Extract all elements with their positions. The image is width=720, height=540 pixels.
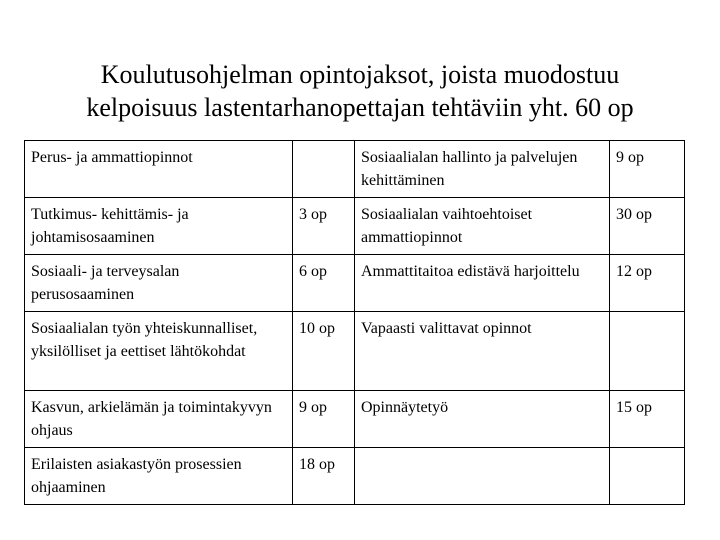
curriculum-table: [24, 140, 685, 505]
course-credits-cell: [293, 141, 355, 198]
course-credits-cell: [610, 448, 685, 505]
course-name-cell: Ammattitaitoa edistävä harjoittelu: [355, 255, 610, 312]
table-row: [25, 391, 685, 448]
course-credits-cell: 9 op: [610, 141, 685, 198]
course-name-cell: Sosiaalialan työn yhteiskunnalliset, yksilölliset ja eettiset lähtökohdat: [25, 312, 293, 391]
course-name-cell: Vapaasti valittavat opinnot: [355, 312, 610, 391]
course-credits-cell: 9 op: [293, 391, 355, 448]
course-credits-cell: 15 op: [610, 391, 685, 448]
table-row: [25, 198, 685, 255]
table-row: [25, 255, 685, 312]
slide-title-line-1: Koulutusohjelman opintojaksot, joista muodostuu: [100, 60, 620, 89]
course-name-cell: [355, 448, 610, 505]
course-credits-cell: 6 op: [293, 255, 355, 312]
course-credits-cell: [610, 312, 685, 391]
course-name-cell: Tutkimus- kehittämis- ja johtamisosaaminen: [25, 198, 293, 255]
slide-title: [40, 58, 680, 124]
course-name-cell: Sosiaalialan vaihtoehtoiset ammattiopinnot: [355, 198, 610, 255]
course-name-cell: Opinnäytetyö: [355, 391, 610, 448]
course-credits-cell: 10 op: [293, 312, 355, 391]
course-credits-cell: 30 op: [610, 198, 685, 255]
table-row: [25, 312, 685, 391]
table-row: [25, 141, 685, 198]
course-name-cell: Perus- ja ammattiopinnot: [25, 141, 293, 198]
course-credits-cell: 3 op: [293, 198, 355, 255]
course-credits-cell: 18 op: [293, 448, 355, 505]
course-name-cell: Kasvun, arkielämän ja toimintakyvyn ohjaus: [25, 391, 293, 448]
course-name-cell: Erilaisten asiakastyön prosessien ohjaaminen: [25, 448, 293, 505]
course-name-cell: Sosiaalialan hallinto ja palvelujen kehittäminen: [355, 141, 610, 198]
course-credits-cell: 12 op: [610, 255, 685, 312]
slide-title-line-2: kelpoisuus lastentarhanopettajan tehtäviin yht. 60 op: [86, 93, 634, 122]
table-row: [25, 448, 685, 505]
course-name-cell: Sosiaali- ja terveysalan perusosaaminen: [25, 255, 293, 312]
